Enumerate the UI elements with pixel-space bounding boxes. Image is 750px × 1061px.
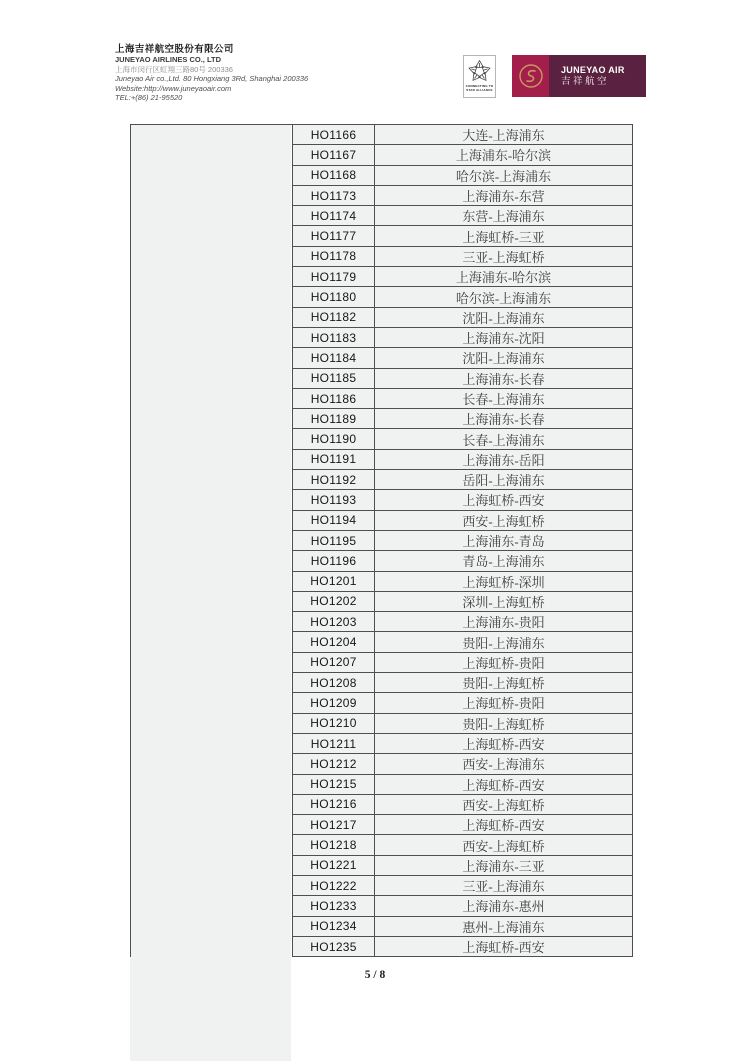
- flight-number-cell: HO1234: [292, 917, 374, 937]
- merged-left-cell: [131, 551, 292, 571]
- juneyao-dragon-emblem-icon: [518, 63, 544, 89]
- table-row: [131, 673, 632, 693]
- merged-left-cell: [131, 511, 292, 531]
- table-row: [131, 186, 632, 206]
- flight-number-cell: HO1177: [292, 226, 374, 246]
- merged-left-cell: [131, 896, 292, 916]
- route-cell: 上海虹桥-西安: [374, 775, 632, 795]
- flight-number-cell: HO1222: [292, 876, 374, 896]
- flight-number-cell: HO1195: [292, 531, 374, 551]
- route-cell: 上海浦东-东营: [374, 186, 632, 206]
- flight-number-cell: HO1201: [292, 572, 374, 592]
- table-row: [131, 917, 632, 937]
- flight-number-cell: HO1173: [292, 186, 374, 206]
- table-row: [131, 348, 632, 368]
- table-row: [131, 145, 632, 165]
- merged-left-cell: [131, 572, 292, 592]
- flight-number-cell: HO1168: [292, 166, 374, 186]
- route-cell: 岳阳-上海浦东: [374, 470, 632, 490]
- flight-number-cell: HO1212: [292, 754, 374, 774]
- merged-left-cell: [131, 247, 292, 267]
- table-row: [131, 876, 632, 896]
- star-alliance-text-line1: CONNECTING TO: [465, 84, 494, 88]
- star-alliance-connecting-logo: [463, 55, 496, 98]
- merged-left-cell: [131, 937, 292, 957]
- merged-left-cell: [131, 876, 292, 896]
- merged-left-cell: [131, 835, 292, 855]
- merged-left-cell: [131, 856, 292, 876]
- merged-left-cell: [131, 815, 292, 835]
- flight-number-cell: HO1196: [292, 551, 374, 571]
- flight-number-cell: HO1221: [292, 856, 374, 876]
- merged-left-cell: [131, 917, 292, 937]
- flight-number-cell: HO1184: [292, 348, 374, 368]
- table-row: [131, 693, 632, 713]
- flight-number-cell: HO1207: [292, 653, 374, 673]
- merged-left-cell: [131, 206, 292, 226]
- juneyao-air-logo: [512, 55, 646, 97]
- route-cell: 青岛-上海浦东: [374, 551, 632, 571]
- route-cell: 深圳-上海虹桥: [374, 592, 632, 612]
- flight-number-cell: HO1167: [292, 145, 374, 165]
- flight-number-cell: HO1174: [292, 206, 374, 226]
- merged-left-cell: [131, 409, 292, 429]
- company-website: Website:http://www.juneyaoair.com: [115, 83, 232, 93]
- juneyao-logo-name-en: JUNEYAO AIR: [561, 64, 625, 75]
- flight-number-cell: HO1204: [292, 632, 374, 652]
- table-row: [131, 470, 632, 490]
- route-cell: 上海浦东-惠州: [374, 896, 632, 916]
- route-cell: 上海浦东-哈尔滨: [374, 145, 632, 165]
- juneyao-logo-text-panel: [549, 55, 646, 97]
- page-number: 5 / 8: [364, 969, 386, 981]
- route-cell: 东营-上海浦东: [374, 206, 632, 226]
- flight-number-cell: HO1192: [292, 470, 374, 490]
- merged-left-cell: [131, 490, 292, 510]
- merged-left-cell: [131, 429, 292, 449]
- route-cell: 三亚-上海虹桥: [374, 247, 632, 267]
- flight-number-cell: HO1182: [292, 308, 374, 328]
- route-cell: 西安-上海虹桥: [374, 835, 632, 855]
- route-cell: 沈阳-上海浦东: [374, 348, 632, 368]
- table-row: [131, 714, 632, 734]
- flight-number-cell: HO1210: [292, 714, 374, 734]
- table-row: [131, 612, 632, 632]
- flight-number-cell: HO1211: [292, 734, 374, 754]
- table-row: [131, 247, 632, 267]
- table-row: [131, 775, 632, 795]
- flight-number-cell: HO1235: [292, 937, 374, 957]
- route-cell: 上海浦东-青岛: [374, 531, 632, 551]
- table-row: [131, 308, 632, 328]
- flight-number-cell: HO1183: [292, 328, 374, 348]
- merged-left-cell: [131, 673, 292, 693]
- route-cell: 上海虹桥-西安: [374, 937, 632, 957]
- flight-number-cell: HO1186: [292, 389, 374, 409]
- merged-left-cell: [131, 267, 292, 287]
- route-cell: 西安-上海浦东: [374, 754, 632, 774]
- table-row: [131, 511, 632, 531]
- flight-number-cell: HO1180: [292, 287, 374, 307]
- table-row: [131, 592, 632, 612]
- table-row: [131, 166, 632, 186]
- merged-left-cell: [131, 734, 292, 754]
- merged-left-cell: [131, 754, 292, 774]
- company-info-block: [115, 44, 415, 103]
- flight-number-cell: HO1193: [292, 490, 374, 510]
- route-cell: 上海浦东-长春: [374, 409, 632, 429]
- table-row: [131, 490, 632, 510]
- flight-number-cell: HO1194: [292, 511, 374, 531]
- star-alliance-darts-icon: [466, 58, 493, 85]
- juneyao-logo-name-cn: 吉祥航空: [561, 75, 610, 87]
- table-row: [131, 267, 632, 287]
- flight-number-cell: HO1217: [292, 815, 374, 835]
- flight-number-cell: HO1218: [292, 835, 374, 855]
- table-row: [131, 450, 632, 470]
- merged-left-cell: [131, 186, 292, 206]
- table-row: [131, 287, 632, 307]
- route-cell: 上海虹桥-西安: [374, 734, 632, 754]
- route-cell: 西安-上海虹桥: [374, 511, 632, 531]
- route-cell: 上海虹桥-西安: [374, 490, 632, 510]
- company-address-cn: 上海市闵行区虹翔三路80号 200336: [115, 64, 233, 74]
- flight-number-cell: HO1166: [292, 125, 374, 145]
- route-cell: 上海浦东-贵阳: [374, 612, 632, 632]
- route-cell: 长春-上海浦东: [374, 429, 632, 449]
- merged-left-cell: [131, 389, 292, 409]
- route-cell: 哈尔滨-上海浦东: [374, 166, 632, 186]
- table-row: [131, 754, 632, 774]
- route-cell: 贵阳-上海浦东: [374, 632, 632, 652]
- table-row: [131, 835, 632, 855]
- merged-left-cell: [131, 450, 292, 470]
- route-cell: 上海浦东-长春: [374, 369, 632, 389]
- route-cell: 西安-上海虹桥: [374, 795, 632, 815]
- route-cell: 上海虹桥-贵阳: [374, 693, 632, 713]
- table-row: [131, 206, 632, 226]
- route-cell: 上海浦东-哈尔滨: [374, 267, 632, 287]
- juneyao-logo-emblem-panel: [512, 55, 549, 97]
- route-cell: 上海浦东-三亚: [374, 856, 632, 876]
- star-alliance-text-line2: STAR ALLIANCE: [466, 87, 493, 92]
- route-cell: 上海虹桥-贵阳: [374, 653, 632, 673]
- route-cell: 长春-上海浦东: [374, 389, 632, 409]
- merged-left-cell: [131, 632, 292, 652]
- merged-left-cell: [131, 775, 292, 795]
- merged-left-cell: [131, 287, 292, 307]
- table-row: [131, 328, 632, 348]
- flight-number-cell: HO1233: [292, 896, 374, 916]
- table-row: [131, 429, 632, 449]
- route-cell: 贵阳-上海虹桥: [374, 673, 632, 693]
- route-cell: 沈阳-上海浦东: [374, 308, 632, 328]
- merged-left-cell: [131, 226, 292, 246]
- flight-table: [130, 124, 633, 957]
- flight-number-cell: HO1190: [292, 429, 374, 449]
- table-row: [131, 572, 632, 592]
- route-cell: 惠州-上海浦东: [374, 917, 632, 937]
- table-row: [131, 531, 632, 551]
- merged-left-cell: [131, 369, 292, 389]
- table-row: [131, 937, 632, 957]
- merged-left-cell: [131, 653, 292, 673]
- route-cell: 三亚-上海浦东: [374, 876, 632, 896]
- table-row: [131, 795, 632, 815]
- route-cell: 贵阳-上海虹桥: [374, 714, 632, 734]
- merged-left-cell: [131, 348, 292, 368]
- flight-number-cell: HO1189: [292, 409, 374, 429]
- route-cell: 上海虹桥-西安: [374, 815, 632, 835]
- company-name-cn: 上海吉祥航空股份有限公司: [115, 44, 234, 55]
- table-row: [131, 856, 632, 876]
- route-cell: 上海虹桥-三亚: [374, 226, 632, 246]
- merged-left-cell: [131, 612, 292, 632]
- flight-number-cell: HO1185: [292, 369, 374, 389]
- merged-left-cell: [131, 795, 292, 815]
- table-row: [131, 409, 632, 429]
- merged-left-cell: [131, 145, 292, 165]
- flight-number-cell: HO1208: [292, 673, 374, 693]
- merged-left-cell: [131, 592, 292, 612]
- flight-number-cell: HO1178: [292, 247, 374, 267]
- flight-number-cell: HO1215: [292, 775, 374, 795]
- flight-number-cell: HO1203: [292, 612, 374, 632]
- table-row: [131, 551, 632, 571]
- merged-left-cell: [131, 125, 292, 145]
- route-cell: 上海虹桥-深圳: [374, 572, 632, 592]
- flight-number-cell: HO1191: [292, 450, 374, 470]
- table-row: [131, 734, 632, 754]
- company-name-en: JUNEYAO AIRLINES CO., LTD: [115, 55, 221, 64]
- merged-left-cell: [131, 166, 292, 186]
- route-cell: 大连-上海浦东: [374, 125, 632, 145]
- flight-number-cell: HO1202: [292, 592, 374, 612]
- table-row: [131, 369, 632, 389]
- table-row: [131, 389, 632, 409]
- merged-left-cell: [131, 308, 292, 328]
- table-row: [131, 226, 632, 246]
- route-cell: 上海浦东-沈阳: [374, 328, 632, 348]
- flight-number-cell: HO1209: [292, 693, 374, 713]
- company-address-en: Juneyao Air co.,Ltd. 80 Hongxiang 3Rd, Shanghai 200336: [115, 74, 309, 83]
- flight-number-cell: HO1216: [292, 795, 374, 815]
- table-row: [131, 815, 632, 835]
- merged-left-cell: [131, 531, 292, 551]
- merged-left-cell: [131, 470, 292, 490]
- merged-left-cell: [131, 714, 292, 734]
- merged-left-cell: [131, 328, 292, 348]
- table-row: [131, 632, 632, 652]
- table-row: [131, 125, 632, 145]
- table-row: [131, 896, 632, 916]
- table-row: [131, 653, 632, 673]
- company-tel: TEL:+(86) 21-95520: [115, 93, 183, 102]
- flight-number-cell: HO1179: [292, 267, 374, 287]
- merged-left-cell: [131, 693, 292, 713]
- route-cell: 上海浦东-岳阳: [374, 450, 632, 470]
- route-cell: 哈尔滨-上海浦东: [374, 287, 632, 307]
